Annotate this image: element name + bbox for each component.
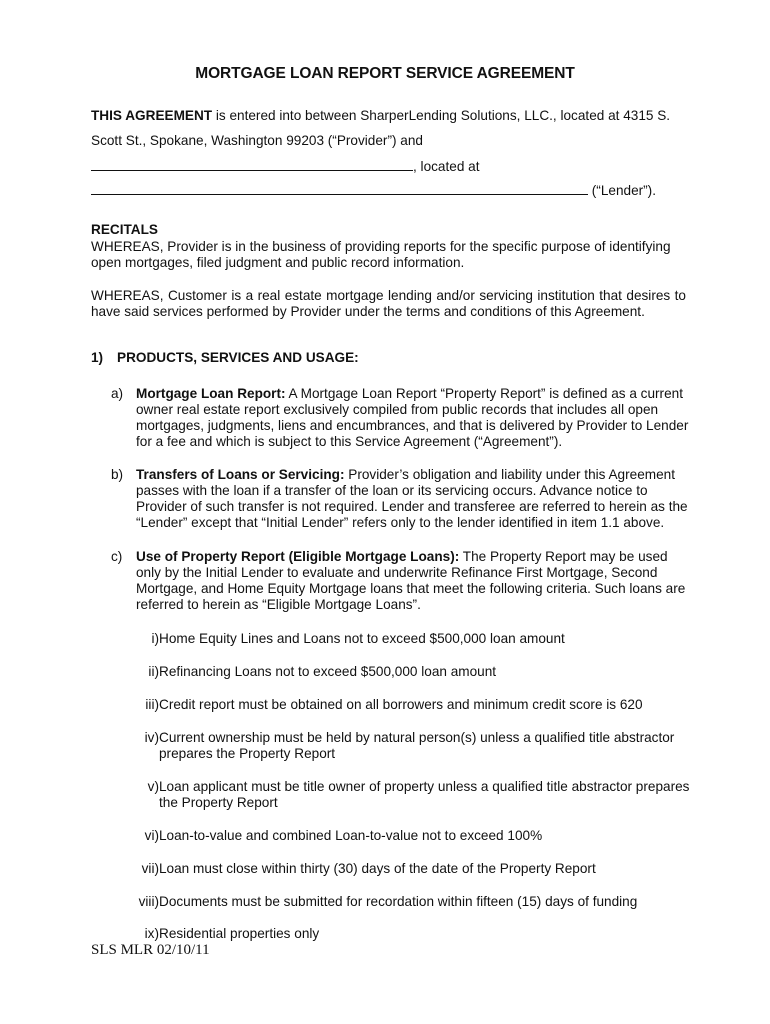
criteria-text: Loan must close within thirty (30) days of the date of the Property Report <box>159 861 596 876</box>
item-title: Transfers of Loans or Servicing: <box>136 467 345 482</box>
list-item <box>111 467 691 531</box>
list-item <box>111 386 691 450</box>
criteria-marker: v) <box>147 779 159 794</box>
criteria-item <box>131 730 691 762</box>
section-1-number: 1) <box>91 350 104 365</box>
item-title: Use of Property Report (Eligible Mortgage Loans): <box>136 549 460 564</box>
section-1-heading <box>91 350 359 366</box>
intro-line-2: Scott St., Spokane, Washington 99203 (“Provider”) and <box>91 133 423 148</box>
criteria-text: Home Equity Lines and Loans not to exceed $500,000 loan amount <box>159 631 565 646</box>
criteria-marker: ix) <box>144 926 159 941</box>
criteria-text: Loan applicant must be title owner of property unless a qualified title abstractor prepares the Property Report <box>159 779 690 810</box>
criteria-marker: i) <box>151 631 159 646</box>
criteria-item <box>131 828 691 844</box>
criteria-marker: vi) <box>144 828 159 843</box>
item-text: The Property Report may be used only by the Initial Lender to evaluate and underwrite Refinance First Mortgage, Second Mortgage, and Home Equity Mortgage loans that meet the following criteria. Such loans are referred to herein as “Eligible Mortgage Loans”. <box>136 549 686 612</box>
item-marker: b) <box>111 467 124 482</box>
list-item <box>111 549 691 613</box>
criteria-text: Loan-to-value and combined Loan-to-value not to exceed 100% <box>159 828 543 843</box>
document-title: MORTGAGE LOAN REPORT SERVICE AGREEMENT <box>195 65 575 82</box>
item-marker: a) <box>111 386 124 401</box>
criteria-item <box>131 631 691 647</box>
criteria-text: Documents must be submitted for recordation within fifteen (15) days of funding <box>159 894 638 909</box>
criteria-text: Current ownership must be held by natural person(s) unless a qualified title abstractor prepares the Property Report <box>159 730 675 761</box>
section-1-title: PRODUCTS, SERVICES AND USAGE: <box>117 350 359 365</box>
criteria-marker: ii) <box>148 664 159 679</box>
recitals-para-2: WHEREAS, Customer is a real estate mortgage lending and/or servicing institution that desires to have said services performed by Provider under the terms and conditions of this Agreement. <box>91 288 686 319</box>
criteria-item <box>131 894 691 910</box>
item-body <box>136 467 691 531</box>
item-text: A Mortgage Loan Report “Property Report” is defined as a current owner real estate report exclusively compiled from public records that includes all open mortgages, judgments, liens and encumbrances, and that is delivered by Provider to Lender for a fee and which is subject to this Service Agreement (“Agreement”). <box>136 386 689 449</box>
criteria-text: Refinancing Loans not to exceed $500,000 loan amount <box>159 664 497 679</box>
criteria-item <box>131 664 691 680</box>
criteria-text: Credit report must be obtained on all borrowers and minimum credit score is 620 <box>159 697 643 712</box>
document-footer: SLS MLR 02/10/11 <box>91 942 210 958</box>
item-title: Mortgage Loan Report: <box>136 386 286 401</box>
criteria-marker: viii) <box>138 894 159 909</box>
party-address-blank[interactable] <box>91 182 588 195</box>
intro-line-4 <box>91 182 656 199</box>
criteria-item <box>131 926 691 942</box>
intro-line-3 <box>91 158 480 175</box>
intro-line-4-text: (“Lender”). <box>588 183 656 198</box>
criteria-item <box>131 697 691 713</box>
criteria-item <box>131 861 691 877</box>
criteria-item <box>131 779 691 811</box>
criteria-marker: iii) <box>145 697 159 712</box>
intro-lead: THIS AGREEMENT <box>91 108 213 123</box>
criteria-marker: vii) <box>141 861 159 876</box>
recitals-para-1: WHEREAS, Provider is in the business of providing reports for the specific purpose of identifying open mortgages, filed judgment and public record information. <box>91 239 671 270</box>
item-body <box>136 386 691 450</box>
party-name-blank[interactable] <box>91 158 413 171</box>
item-text: Provider’s obligation and liability under this Agreement passes with the loan if a transfer of the loan or its servicing occurs. Advance notice to Provider of such transfer is not required. Lender and transferee are referred to herein as the “Lender” except that “Initial Lender” refers only to the lender identified in item 1.1 above. <box>136 467 688 530</box>
criteria-marker: iv) <box>144 730 159 745</box>
intro-line-1-text: is entered into between SharperLending Solutions, LLC., located at 4315 S. <box>212 108 671 123</box>
criteria-text: Residential properties only <box>159 926 320 941</box>
intro-line-1 <box>91 108 670 124</box>
item-marker: c) <box>111 549 123 564</box>
item-body <box>136 549 691 613</box>
recitals-heading: RECITALS <box>91 222 158 237</box>
intro-line-3-text: , located at <box>413 159 480 174</box>
